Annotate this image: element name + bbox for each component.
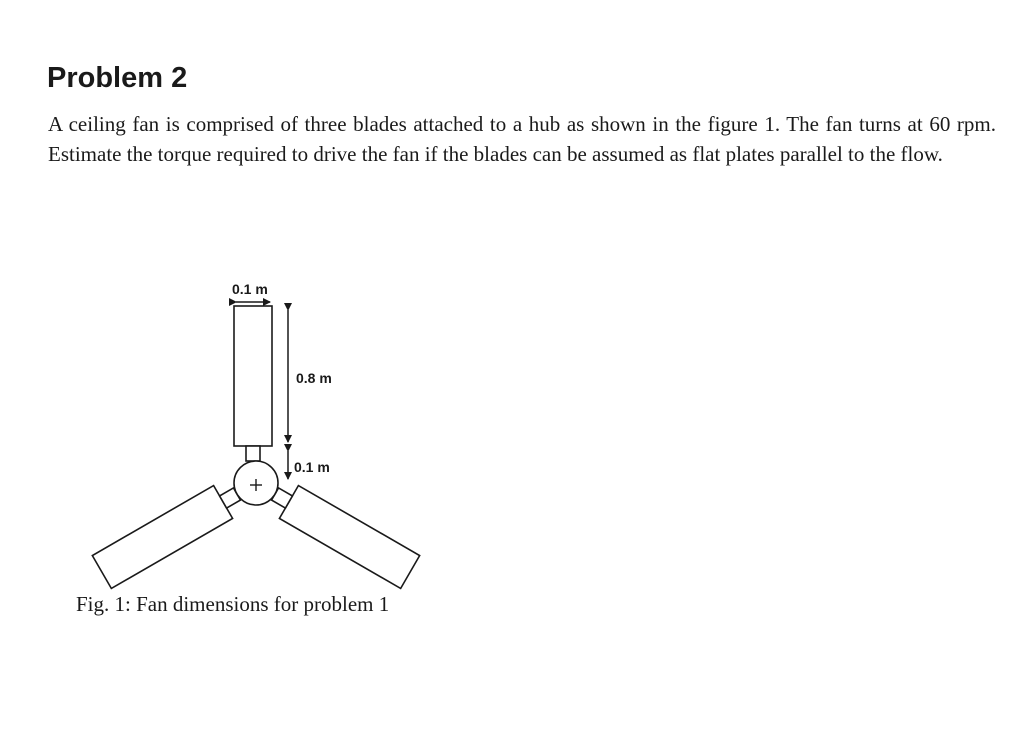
- blade-top: [234, 306, 272, 446]
- fan-diagram: [60, 270, 480, 600]
- figure-caption: Fig. 1: Fan dimensions for problem 1: [76, 592, 390, 616]
- problem-title: Problem 2: [47, 62, 188, 94]
- problem-statement: A ceiling fan is comprised of three blades attached to a hub as shown in the figure 1. The fan turns at 60 rpm. Estimate the torque required to drive the fan if the blades can be assumed as flat plates parallel to the flow.: [48, 112, 996, 166]
- fan-figure: [60, 270, 480, 610]
- blade-lower-left-group: [266, 478, 420, 589]
- blade-lower-right: [92, 486, 232, 589]
- hub-offset-label: 0.1 m: [294, 459, 330, 475]
- blade-length-label: 0.8 m: [296, 370, 332, 386]
- blade-width-label: 0.1 m: [232, 281, 268, 297]
- blade-lower-right-group: [92, 478, 246, 589]
- blade-lower-left: [279, 486, 419, 589]
- blade-top-connector: [246, 446, 260, 461]
